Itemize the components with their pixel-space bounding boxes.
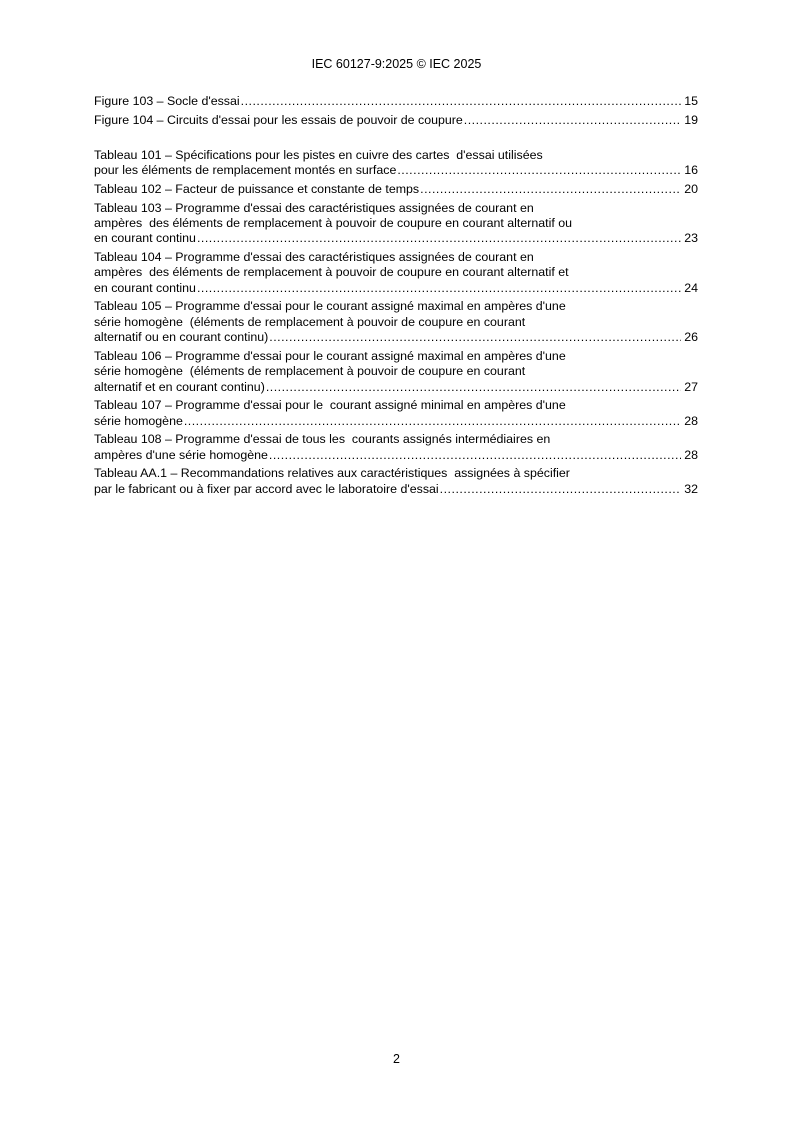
entry-final-line — [94, 281, 698, 296]
entry-caption-line: ampères des éléments de remplacement à pouvoir de coupure en courant alternatif ou — [94, 216, 573, 230]
dot-leader — [266, 380, 681, 395]
entry-page-number: 16 — [684, 163, 698, 178]
entry-caption-line: par le fabricant ou à fixer par accord avec le laboratoire d'essai — [94, 481, 439, 496]
page-number: 2 — [393, 1052, 400, 1066]
entry-page-number: 28 — [684, 447, 698, 462]
figure-entry[interactable] — [94, 113, 698, 128]
table-entry[interactable] — [94, 466, 698, 497]
entry-final-line — [94, 163, 698, 178]
dot-leader — [464, 113, 681, 128]
entry-page-number: 26 — [684, 330, 698, 345]
dot-leader — [269, 330, 681, 345]
entry-caption-line: Tableau 106 – Programme d'essai pour le courant assigné maximal en ampères d'une — [94, 348, 566, 363]
table-entry[interactable] — [94, 182, 698, 197]
dot-leader — [184, 414, 681, 429]
entry-caption-line: Tableau 108 – Programme d'essai de tous les courants assignés intermédiaires en — [94, 432, 551, 447]
entry-caption-line: Tableau 101 – Spécifications pour les pistes en cuivre des cartes d'essai utilisées — [94, 148, 543, 162]
list-of-tables — [94, 148, 698, 497]
table-of-contents — [94, 94, 698, 500]
entry-final-line — [94, 231, 698, 246]
entry-caption-line: Tableau AA.1 – Recommandations relatives aux caractéristiques assignées à spécifier — [94, 466, 570, 481]
entry-caption-line: ampères des éléments de remplacement à pouvoir de coupure en courant alternatif et — [94, 265, 569, 280]
entry-final-line — [94, 380, 698, 395]
entry-caption-line: Tableau 104 – Programme d'essai des caractéristiques assignées de courant en — [94, 250, 534, 264]
entry-page-number: 23 — [684, 231, 698, 246]
entry-caption-line: Tableau 102 – Facteur de puissance et constante de temps — [94, 182, 420, 196]
entry-page-number: 15 — [684, 94, 698, 108]
page-header: IEC 60127-9:2025 © IEC 2025 — [311, 57, 482, 71]
table-entry[interactable] — [94, 148, 698, 179]
entry-caption-line: alternatif ou en courant continu) — [94, 330, 269, 345]
entry-final-line — [94, 94, 698, 109]
entry-page-number: 32 — [684, 481, 698, 496]
list-of-figures — [94, 94, 698, 128]
table-entry[interactable] — [94, 349, 698, 395]
entry-caption-line: série homogène (éléments de remplacement à pouvoir de coupure en courant — [94, 314, 526, 329]
entry-caption-line: pour les éléments de remplacement montés en surface — [94, 163, 397, 178]
dot-leader — [197, 281, 681, 296]
entry-caption-line: alternatif et en courant continu) — [94, 379, 265, 394]
entry-page-number: 20 — [684, 182, 698, 196]
dot-leader — [241, 94, 682, 109]
entry-final-line — [94, 414, 698, 429]
dot-leader — [397, 163, 681, 178]
entry-caption-line: série homogène — [94, 413, 183, 428]
entry-caption-line: Tableau 103 – Programme d'essai des caractéristiques assignées de courant en — [94, 200, 534, 215]
entry-caption-line: en courant continu — [94, 280, 196, 295]
entry-final-line — [94, 113, 698, 128]
table-entry[interactable] — [94, 201, 698, 247]
entry-caption-line: ampères d'une série homogène — [94, 447, 268, 462]
table-entry[interactable] — [94, 250, 698, 296]
entry-page-number: 27 — [684, 379, 698, 394]
entry-caption-line: série homogène (éléments de remplacement à pouvoir de coupure en courant — [94, 364, 526, 379]
table-entry[interactable] — [94, 398, 698, 429]
entry-caption-line: Figure 104 – Circuits d'essai pour les essais de pouvoir de coupure — [94, 112, 463, 127]
entry-page-number: 19 — [684, 112, 698, 127]
figure-entry[interactable] — [94, 94, 698, 109]
dot-leader — [269, 448, 681, 463]
entry-page-number: 28 — [684, 413, 698, 428]
entry-caption-line: en courant continu — [94, 231, 196, 246]
dot-leader — [197, 231, 681, 246]
entry-final-line — [94, 482, 698, 497]
entry-caption-line: Figure 103 – Socle d'essai — [94, 94, 240, 108]
entry-final-line — [94, 330, 698, 345]
entry-final-line — [94, 182, 698, 197]
dot-leader — [440, 482, 682, 497]
entry-page-number: 24 — [684, 280, 698, 295]
dot-leader — [420, 182, 681, 197]
entry-caption-line: Tableau 105 – Programme d'essai pour le courant assigné maximal en ampères d'une — [94, 299, 566, 314]
entry-caption-line: Tableau 107 – Programme d'essai pour le courant assigné minimal en ampères d'une — [94, 398, 566, 413]
entry-final-line — [94, 448, 698, 463]
table-entry[interactable] — [94, 432, 698, 463]
table-entry[interactable] — [94, 299, 698, 345]
